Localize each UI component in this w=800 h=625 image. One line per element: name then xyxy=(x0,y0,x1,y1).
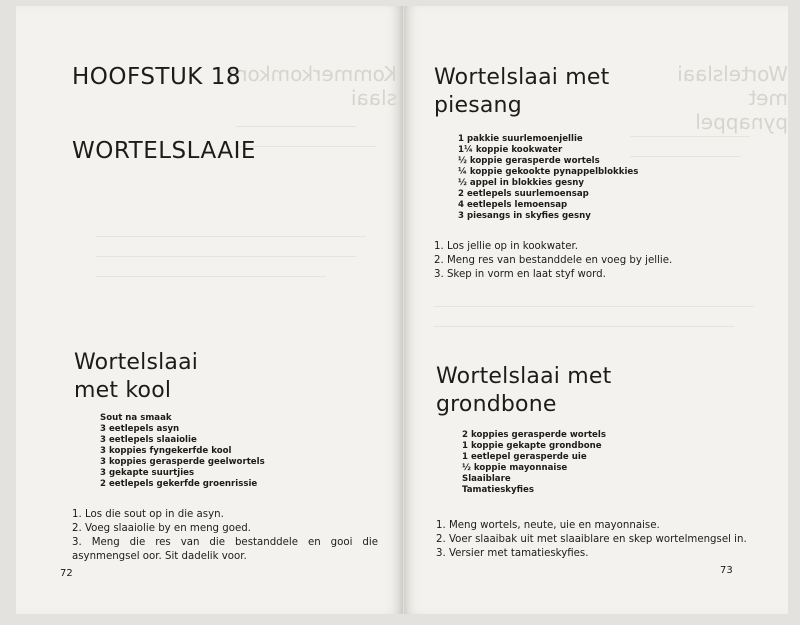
bleed-through-line: Kommerkomkom xyxy=(228,62,398,86)
bleed-through-heading xyxy=(634,62,788,134)
step-item: 1. Los die sout op in die asyn. xyxy=(72,509,224,520)
ingredient-item: 2 eetlepels gekerfde groenrissie xyxy=(100,479,258,489)
ingredient-item: Slaaiblare xyxy=(462,474,511,484)
ingredient-item: Tamatieskyfies xyxy=(462,485,534,495)
recipe-title xyxy=(436,363,611,419)
bleed-through-line: Wortelslaai met xyxy=(677,62,788,110)
recipe-title-line: grondbone xyxy=(436,392,557,417)
ingredient-item: 1¼ koppie kookwater xyxy=(458,145,563,155)
recipe-title-line: met kool xyxy=(74,378,172,403)
right-page xyxy=(404,6,788,614)
step-item: 1. Los jellie op in kookwater. xyxy=(434,241,579,252)
ingredient-item: 3 koppies fyngekerfde kool xyxy=(100,446,232,456)
page-number: 72 xyxy=(60,568,73,579)
recipe-title xyxy=(74,349,198,405)
recipe-title-line: piesang xyxy=(434,93,522,118)
bleed-through-line: slaai xyxy=(350,86,398,110)
ingredient-item: 2 eetlepels suurlemoensap xyxy=(458,189,589,199)
ingredient-item: 1 eetlepel gerasperde uie xyxy=(462,452,587,462)
step-item: 2. Meng res van bestanddele en voeg by jellie. xyxy=(434,255,673,266)
ingredient-item: ¼ koppie gekookte pynappelblokkies xyxy=(458,167,639,177)
step-item: 3. Skep in vorm en laat styf word. xyxy=(434,269,606,280)
step-item: 3. Meng die res van die bestanddele en gooi die asynmengsel oor. Sit dadelik voor. xyxy=(72,537,378,562)
recipe-title-line: Wortelslaai xyxy=(74,350,199,375)
ingredient-list xyxy=(100,413,265,490)
bleed-through-line: pynappel xyxy=(695,110,788,134)
ingredient-item: 1 pakkie suurlemoenjellie xyxy=(458,134,583,144)
page-number: 73 xyxy=(720,565,733,576)
bleed-through-heading xyxy=(228,62,397,110)
ingredient-item: 4 eetlepels lemoensap xyxy=(458,200,568,210)
ingredient-item: Sout na smaak xyxy=(100,413,172,423)
recipe-title xyxy=(434,64,609,120)
step-list xyxy=(434,240,764,282)
step-item: 2. Voer slaaibak uit met slaaiblare en skep wortelmengsel in. xyxy=(436,534,747,545)
chapter-heading: HOOFSTUK 18 xyxy=(72,64,241,90)
step-item: 2. Voeg slaaiolie by en meng goed. xyxy=(72,523,251,534)
step-item: 1. Meng wortels, neute, uie en mayonnaise. xyxy=(436,520,660,531)
recipe-title-line: Wortelslaai met xyxy=(434,65,610,90)
ingredient-item: 2 koppies gerasperde wortels xyxy=(462,430,606,440)
recipe-title-line: Wortelslaai met xyxy=(436,364,612,389)
section-heading: WORTELSLAAIE xyxy=(72,138,256,164)
ingredient-item: 1 koppie gekapte grondbone xyxy=(462,441,602,451)
ingredient-item: 3 piesangs in skyfies gesny xyxy=(458,211,591,221)
ingredient-list xyxy=(458,134,638,222)
ingredient-item: 3 koppies gerasperde geelwortels xyxy=(100,457,265,467)
ingredient-item: ½ koppie gerasperde wortels xyxy=(458,156,600,166)
ingredient-item: ½ appel in blokkies gesny xyxy=(458,178,584,188)
step-list xyxy=(72,508,378,564)
ingredient-item: 3 eetlepels slaaiolie xyxy=(100,435,197,445)
ingredient-item: 3 gekapte suurtjies xyxy=(100,468,195,478)
left-page xyxy=(16,6,403,614)
ingredient-item: 3 eetlepels asyn xyxy=(100,424,180,434)
ingredient-item: ½ koppie mayonnaise xyxy=(462,463,568,473)
step-item: 3. Versier met tamatieskyfies. xyxy=(436,548,589,559)
ingredient-list xyxy=(462,430,606,496)
step-list xyxy=(436,519,776,561)
